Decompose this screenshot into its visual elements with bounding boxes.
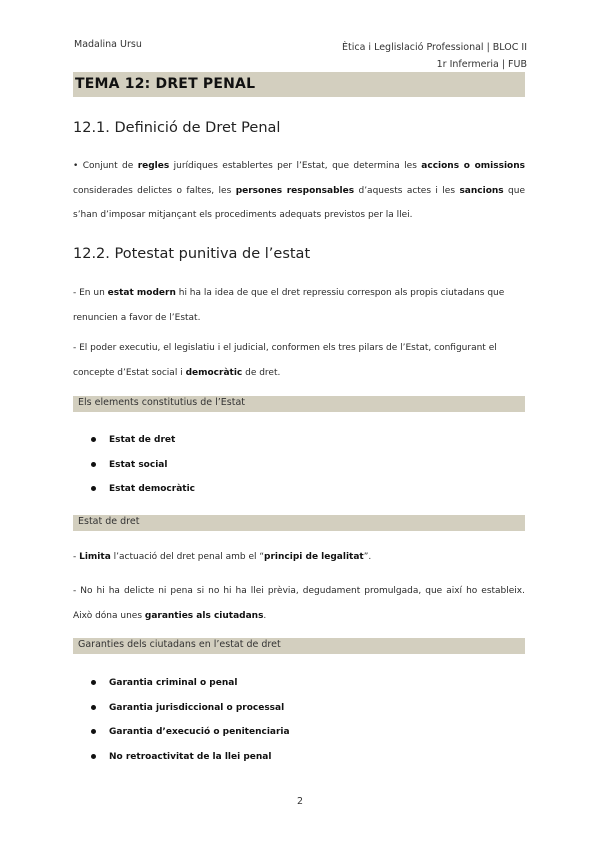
elements-band-label: Els elements constitutius de l’Estat — [78, 397, 246, 408]
section1-heading: 12.1. Definició de Dret Penal — [73, 120, 281, 136]
bullet-icon — [91, 462, 96, 467]
estat-dret-band-label: Estat de dret — [78, 516, 140, 527]
bullet-icon — [91, 680, 96, 685]
elements-list — [91, 433, 195, 507]
section2-heading: 12.2. Potestat punitiva de l’estat — [73, 246, 311, 262]
bullet-icon — [91, 486, 96, 491]
list-item: Estat de dret — [91, 433, 195, 458]
estat-dret-paragraph-2: - No hi ha delicte ni pena si no hi ha llei prèvia, degudament promulgada, que així ho estableix. Això dóna unes garanties als ciutadans. — [73, 586, 525, 621]
header-author: Madalina Ursu — [74, 39, 142, 50]
bullet-icon — [91, 705, 96, 710]
header-course-line1: Ètica i Leglislació Professional | BLOC II — [341, 42, 527, 53]
page-title: TEMA 12: DRET PENAL — [75, 76, 256, 92]
bullet-icon — [91, 754, 96, 759]
bullet-icon — [91, 437, 96, 442]
header-course — [342, 39, 527, 73]
list-item: Estat social — [91, 458, 195, 483]
section2-paragraph-2: - El poder executiu, el legislatiu i el judicial, conformen els tres pilars de l’Estat, configurant el concepte d’Estat social i democràtic de dret. — [73, 343, 497, 378]
estat-dret-band — [73, 515, 525, 531]
list-item: Garantia d’execució o penitenciaria — [91, 725, 290, 750]
elements-band — [73, 396, 525, 412]
garanties-list — [91, 676, 290, 775]
page-number: 2 — [296, 796, 304, 807]
list-item: No retroactivitat de la llei penal — [91, 750, 290, 775]
garanties-band-label: Garanties dels ciutadans en l’estat de dret — [78, 639, 281, 650]
estat-dret-paragraph-1: - Limita l’actuació del dret penal amb el “principi de legalitat”. — [73, 552, 372, 562]
list-item: Garantia jurisdiccional o processal — [91, 701, 290, 726]
garanties-band — [73, 638, 525, 654]
bullet-icon — [91, 729, 96, 734]
section2-paragraph-1: - En un estat modern hi ha la idea de que el dret repressiu correspon als propis ciutadans que renuncien a favor de l’Estat. — [73, 288, 505, 323]
title-bar — [73, 72, 525, 97]
header-course-line2: 1r Infermeria | FUB — [436, 59, 527, 70]
list-item: Estat democràtic — [91, 482, 195, 507]
list-item: Garantia criminal o penal — [91, 676, 290, 701]
section1-paragraph: • Conjunt de regles jurídiques establertes per l’Estat, que determina les accions o omissions considerades delictes o faltes, les persones responsables d’aquests actes i les sancions que s’han d’imposar mitjançant els procediments adequats previstos per la llei. — [73, 161, 525, 220]
